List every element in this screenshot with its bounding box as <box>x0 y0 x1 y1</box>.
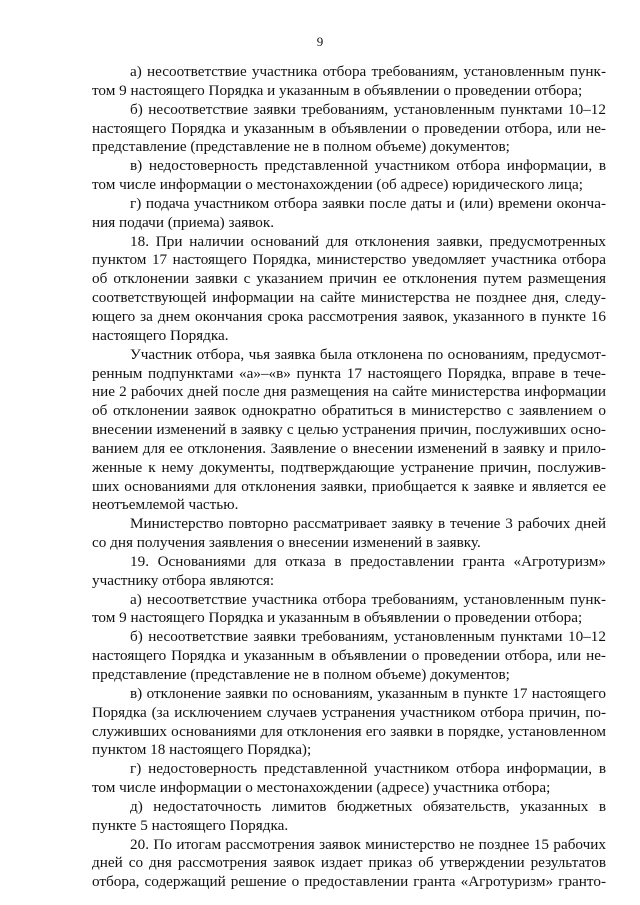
paragraph-line: том числе информации о местонахождении (адресе) участника отбора; <box>92 779 551 797</box>
paragraph-line: со дня получения заявления о внесении изменений в заявку. <box>92 534 481 552</box>
paragraph-first-line: б) несоответствие заявки требованиям, установленным пунктами 10–12 <box>130 628 606 646</box>
paragraph-line: настоящего Порядка. <box>92 326 229 344</box>
paragraph-line: женные к нему документы, подтверждающие устранение причин, послужив- <box>92 458 606 476</box>
paragraph-line: соответствующей информации на сайте министерства не позднее дня, следу- <box>92 289 606 307</box>
document-body <box>92 63 606 892</box>
paragraph-line: ренным подпунктами «а»–«в» пункта 17 настоящего Порядка, вправе в тече- <box>92 364 606 382</box>
paragraph-first-line: в) недостоверность представленной участником отбора информации, в <box>130 157 606 175</box>
paragraph-line: пункте 5 настоящего Порядка. <box>92 816 289 834</box>
paragraph-line: служивших основаниями для отклонения его заявки в порядке, установленном <box>92 722 606 740</box>
paragraph-line: пунктом 17 настоящего Порядка, министерство уведомляет участника отбора <box>92 251 606 269</box>
paragraph-first-line: а) несоответствие участника отбора требованиям, установленным пунк- <box>130 63 606 80</box>
paragraph-line: пунктом 18 настоящего Порядка); <box>92 741 312 759</box>
paragraph-line: том 9 настоящего Порядка и указанным в объявлении о проведении отбора; <box>92 81 583 99</box>
paragraph-first-line: д) недостаточность лимитов бюджетных обязательств, указанных в <box>130 797 606 815</box>
paragraph-line: представление (представление не в полном объеме) документов; <box>92 666 510 683</box>
paragraph-line: дней со дня рассмотрения заявок издает приказ об утверждении результатов <box>92 854 606 872</box>
paragraph-line: настоящего Порядка и указанным в объявлении о проведении отбора, или не- <box>92 119 606 137</box>
paragraph-line: представление (представление не в полном объеме) документов; <box>92 138 510 156</box>
paragraph-first-line: 19. Основаниями для отказа в предоставлении гранта «Агротуризм» <box>130 552 606 570</box>
paragraph-line: внесении изменений в заявку с целью устранения причин, послуживших осно- <box>92 421 606 439</box>
paragraph-line: ния подачи (приема) заявок. <box>92 213 275 231</box>
paragraph-line: ние 2 рабочих дней после дня размещения на сайте министерства информации <box>92 383 606 401</box>
paragraph-line: настоящего Порядка и указанным в объявлении о проведении отбора, или не- <box>92 647 606 665</box>
paragraph-first-line: а) несоответствие участника отбора требованиям, установленным пунк- <box>130 590 606 608</box>
paragraph-line: об отклонении заявок однократно обратиться в министерство с заявлением о <box>92 402 606 420</box>
paragraph-first-line: в) отклонение заявки по основаниям, указанным в пункте 17 настоящего <box>130 684 606 702</box>
paragraph-line: ших основаниями для отклонения заявки, приобщается к заявке и является ее <box>92 477 606 495</box>
paragraph-line: том числе информации о местонахождении (об адресе) юридического лица; <box>92 176 583 194</box>
paragraph-first-line: б) несоответствие заявки требованиям, установленным пунктами 10–12 <box>130 100 606 118</box>
paragraph-line: отбора, содержащий решение о предоставлении гранта «Агротуризм» гранто- <box>92 873 606 891</box>
paragraph-line: том 9 настоящего Порядка и указанным в объявлении о проведении отбора; <box>92 609 583 627</box>
paragraph-first-line: г) недостоверность представленной участником отбора информации, в <box>130 760 606 778</box>
paragraph-line: ющего за днем окончания срока рассмотрения заявок, указанного в пункте 16 <box>92 307 606 325</box>
paragraph-line: неотъемлемой частью. <box>92 496 239 514</box>
paragraph-first-line: 18. При наличии оснований для отклонения заявки, предусмотренных <box>130 232 606 250</box>
paragraph-first-line: Министерство повторно рассматривает заявку в течение 3 рабочих дней <box>130 515 606 533</box>
paragraph-first-line: 20. По итогам рассмотрения заявок министерство не позднее 15 рабочих <box>130 835 606 853</box>
paragraph-line: участнику отбора являются: <box>92 571 275 589</box>
paragraph-line: Порядка (за исключением случаев устранения участником отбора причин, по- <box>92 703 606 721</box>
page-number: 9 <box>316 34 324 49</box>
paragraph-first-line: г) подача участником отбора заявки после даты и (или) времени оконча- <box>130 194 606 212</box>
paragraph-line: ванием для ее отклонения. Заявление о внесении изменений в заявку и прило- <box>92 439 606 457</box>
paragraph-line: об отклонении заявки с указанием причин ее отклонения путем размещения <box>92 270 606 288</box>
paragraph-first-line: Участник отбора, чья заявка была отклонена по основаниям, предусмот- <box>130 345 606 363</box>
